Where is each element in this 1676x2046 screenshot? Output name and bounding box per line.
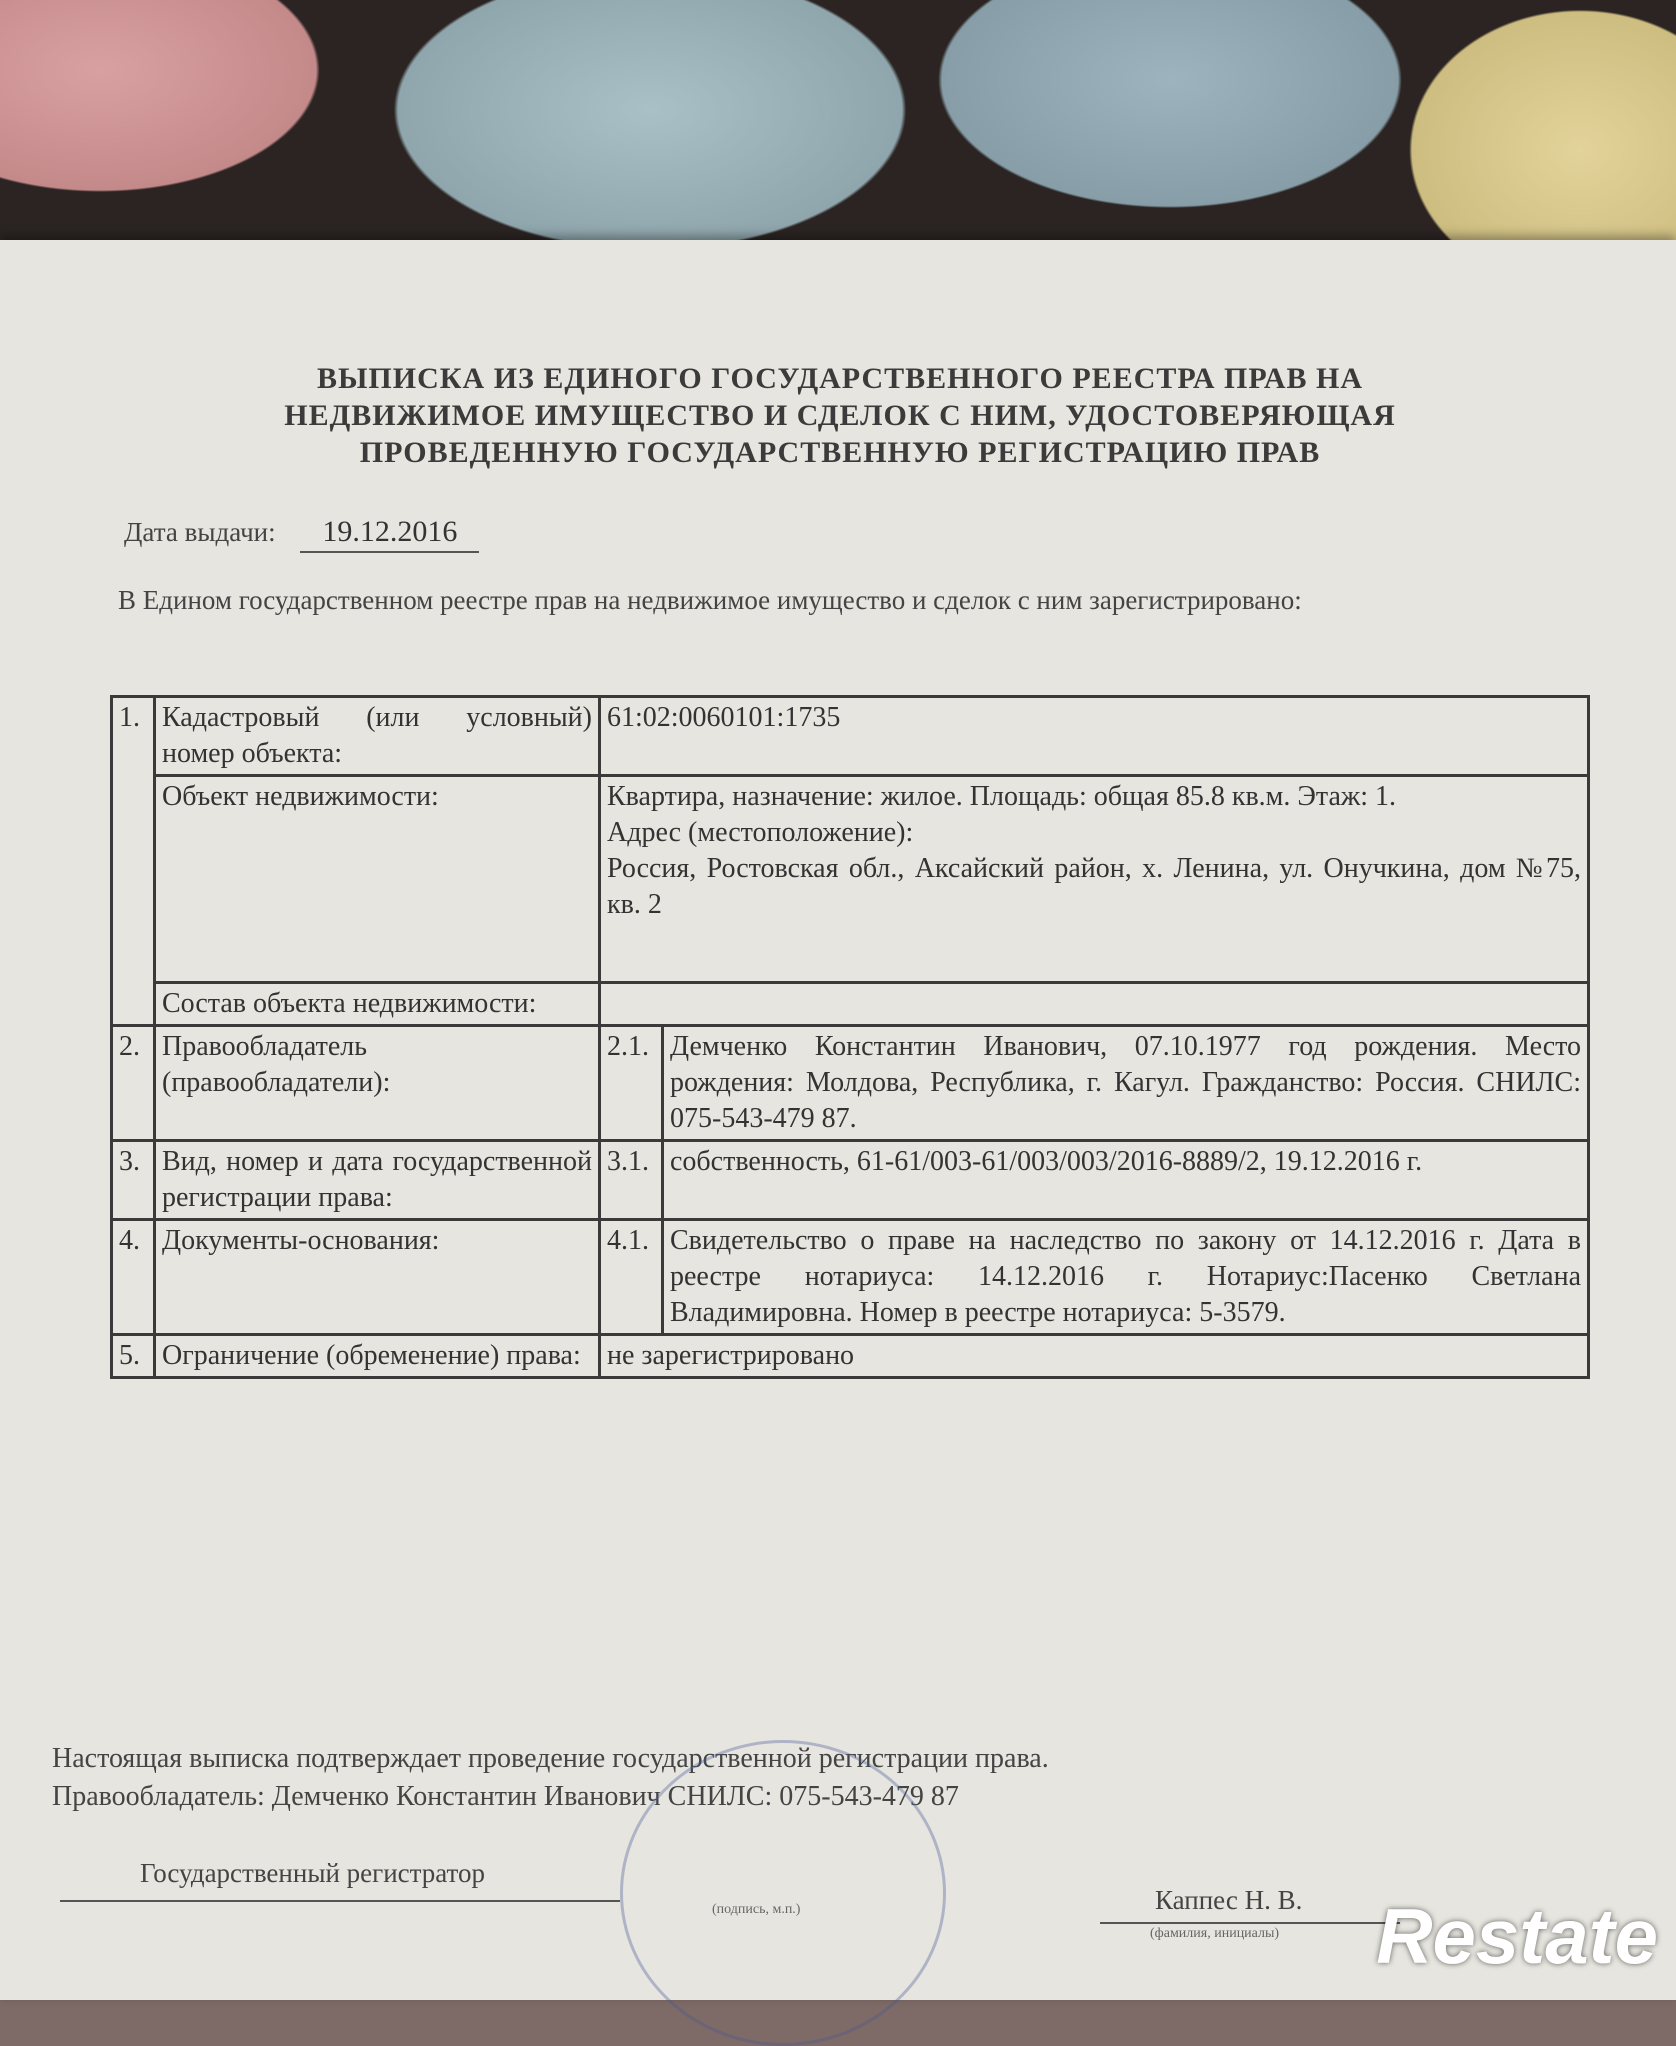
issue-date-value: 19.12.2016 <box>300 515 479 553</box>
right-type-label: Вид, номер и дата государственной регистрации права: <box>155 1141 600 1220</box>
restate-watermark: Restate <box>1376 1892 1658 1980</box>
right-sub-number: 3.1. <box>600 1141 663 1220</box>
document-title: ВЫПИСКА ИЗ ЕДИНОГО ГОСУДАРСТВЕННОГО РЕЕСТРА ПРАВ НА НЕДВИЖИМОЕ ИМУЩЕСТВО И СДЕЛОК С НИМ, УДОСТОВЕРЯЮЩАЯ ПРОВЕДЕННУЮ ГОСУДАРСТВЕННУЮ РЕГИСТРАЦИЮ ПРАВ <box>284 362 1396 469</box>
encumbrance-label: Ограничение (обременение) права: <box>155 1335 600 1378</box>
object-value: Квартира, назначение: жилое. Площадь: общая 85.8 кв.м. Этаж: 1. Адрес (местоположение): Россия, Ростовская обл., Аксайский район, х. Ленина, ул. Онучкина, дом №75, кв. 2 <box>600 776 1589 983</box>
table-row <box>112 1026 1589 1141</box>
registrar-label: Государственный регистратор <box>140 1858 486 1888</box>
object-label: Объект недвижимости: <box>155 776 600 983</box>
name-line <box>1100 1922 1400 1924</box>
table-row <box>112 697 1589 776</box>
issue-date-label: Дата выдачи: <box>124 517 276 547</box>
documents-label: Документы-основания: <box>155 1220 600 1335</box>
table-row <box>112 776 1589 983</box>
composition-label: Состав объекта недвижимости: <box>155 983 600 1026</box>
row-number: 2. <box>112 1026 155 1141</box>
row-number: 4. <box>112 1220 155 1335</box>
issue-date-line <box>124 515 479 553</box>
seal-stamp <box>620 1740 946 2046</box>
row-number: 3. <box>112 1141 155 1220</box>
owner-sub-number: 2.1. <box>600 1026 663 1141</box>
intro-text: В Едином государственном реестре прав на недвижимое имущество и сделок с ним зарегистрировано: <box>118 585 1302 615</box>
document-sheet <box>0 240 1676 2000</box>
table-row <box>112 1220 1589 1335</box>
registry-table <box>110 695 1590 1379</box>
registrar-name: Каппес Н. В. <box>1155 1885 1303 1915</box>
row-number: 5. <box>112 1335 155 1378</box>
cadastral-label: Кадастровый (или условный) номер объекта: <box>155 697 600 776</box>
row-number: 1. <box>112 697 155 1026</box>
signature-caption: (подпись, м.п.) <box>712 1902 801 1917</box>
carpet-background <box>0 0 1676 270</box>
encumbrance-value: не зарегистрировано <box>600 1335 1589 1378</box>
confirmation-text: Настоящая выписка подтверждает проведение государственной регистрации права. Правообладатель: Демченко Константин Иванович СНИЛС: 075-543-479 87 <box>52 1743 1049 1812</box>
owner-label: Правообладатель (правообладатели): <box>155 1026 600 1141</box>
documents-sub-number: 4.1. <box>600 1220 663 1335</box>
documents-value: Свидетельство о праве на наследство по закону от 14.12.2016 г. Дата в реестре нотариуса: 14.12.2016 г. Нотариус:Пасенко Светлана Владимировна. Номер в реестре нотариуса: 5-3579. <box>663 1220 1589 1335</box>
table-row <box>112 1335 1589 1378</box>
signature-line <box>60 1900 620 1902</box>
right-value: собственность, 61-61/003-61/003/003/2016-8889/2, 19.12.2016 г. <box>663 1141 1589 1220</box>
table-row <box>112 983 1589 1026</box>
name-caption: (фамилия, инициалы) <box>1150 1926 1280 1941</box>
cadastral-value: 61:02:0060101:1735 <box>600 697 1589 776</box>
composition-value <box>600 983 1589 1026</box>
table-row <box>112 1141 1589 1220</box>
owner-value: Демченко Константин Иванович, 07.10.1977 год рождения. Место рождения: Молдова, Республика, г. Кагул. Гражданство: Россия. СНИЛС: 075-543-479 87. <box>663 1026 1589 1141</box>
